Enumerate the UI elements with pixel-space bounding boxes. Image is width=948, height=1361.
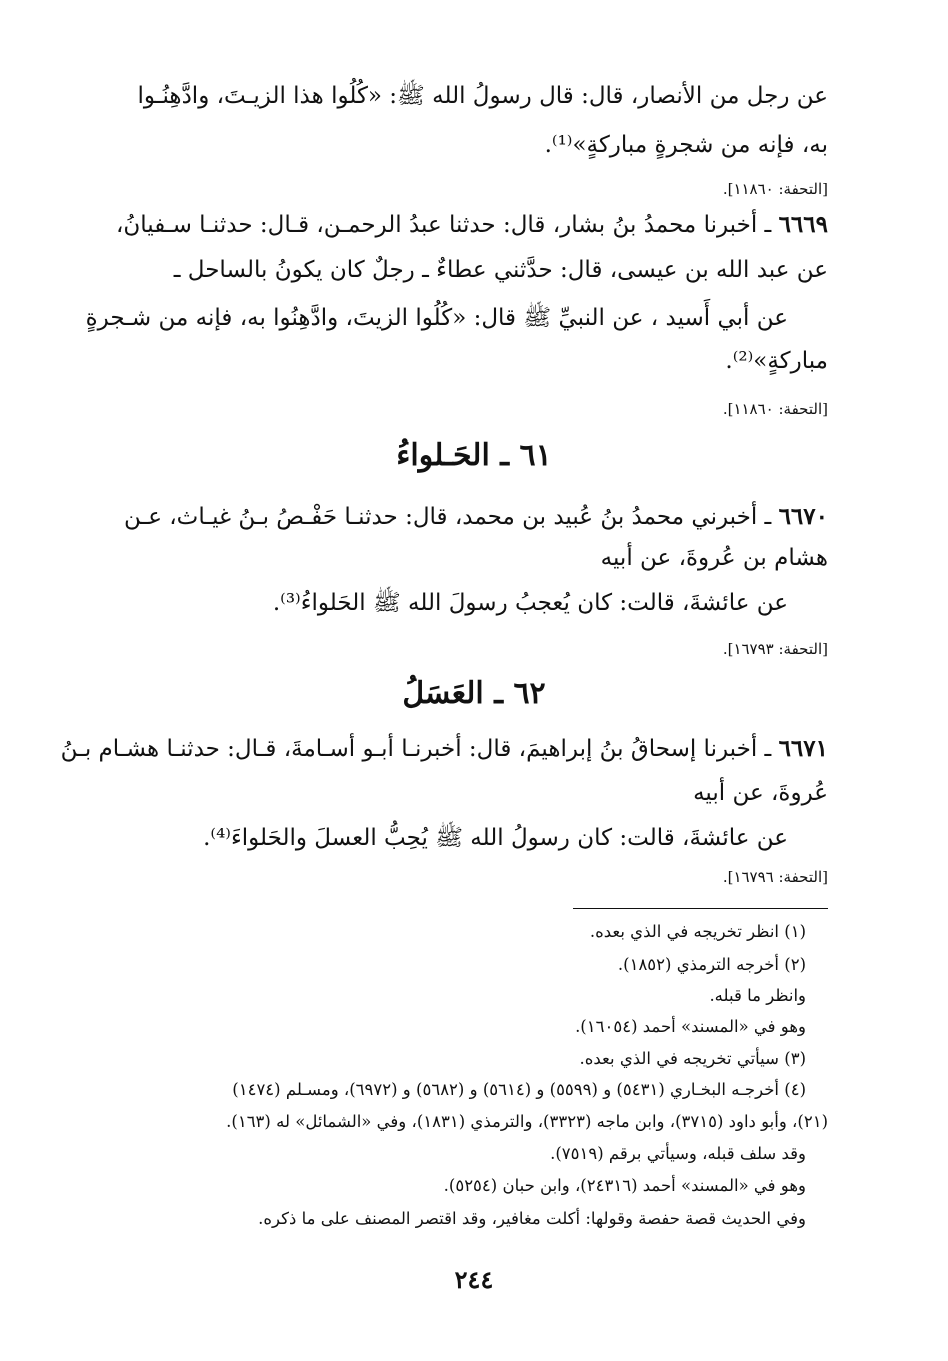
footnote-line: (١) انظر تخريجه في الذي بعده. [589,922,806,941]
section-heading: ٦١ ـ الحَـلواءُ [396,438,552,473]
footnote-line: وفي الحديث قصة حفصة وقولها: أكلت مغافير، وقد اقتصر المصنف على ما ذكره. [258,1209,806,1228]
hadith-number: ٦٦٦٩ [778,211,828,238]
footnote-line: وهو في «المسند» أحمد (١٦٠٥٤). [575,1017,806,1036]
tuhfa-reference: [التحفة: ١٦٧٩٣]. [722,640,828,658]
hadith-line: مباركةٍ»⁽²⁾. [725,348,828,374]
footnote-line: وانظر ما قبله. [709,986,806,1005]
footnote-divider [573,908,828,909]
footnote-line: (٣) سيأتي تخريجه في الذي بعده. [579,1049,806,1068]
footnote-line: وقد سلف قبله، وسيأتي برقم (٧٥١٩). [550,1144,806,1163]
hadith-line: عن رجل من الأنصار، قال: قال رسولُ الله ﷺ: «كُلُوا هذا الزيـتَ، وادَّهِنُـوا [137,83,828,109]
section-heading: ٦٢ ـ العَسَلُ [402,676,546,711]
hadith-line [110,499,828,535]
footnote-line: وهو في «المسند» أحمد (٢٤٣١٦)، وابن حبان (٥٢٥٤). [443,1176,806,1195]
footnote-line: (٢١)، وأبو داود (٣٧١٥)، وابن ماجه (٣٣٢٣)، والترمذي (١٨٣١)، وفي «الشمائل» له (١٦٣). [226,1112,828,1131]
hadith-text: ـ أخبرنا إسحاقُ بنُ إبراهيمَ، قال: أخبرنـا أبـو أسـامةَ، قـال: حدثنـا هشـام بـنُ [60,736,772,762]
hadith-line: عن عائشةَ، قالت: كان رسولُ الله ﷺ يُحِبُّ العسلَ والحَلواءَ⁽⁴⁾. [203,825,788,851]
tuhfa-reference: [التحفة: ١١٨٦٠]. [722,400,828,418]
hadith-line [110,207,828,243]
tuhfa-reference: [التحفة: ١١٨٦٠]. [722,180,828,198]
hadith-line: به، فإنه من شجرةٍ مباركةٍ»⁽¹⁾. [544,132,828,158]
hadith-line: عُروةَ، عن أبيه [693,780,828,806]
hadith-line: عن عائشةَ، قالت: كان يُعجبُ رسولَ الله ﷺ الحَلواءُ⁽³⁾. [272,590,788,616]
hadith-text: ـ أخبرني محمدُ بنُ عُبيد بن محمد، قال: حدثنـا حَفْـصُ بـنُ غيـاث، عـن [123,504,772,530]
page-number: ٢٤٤ [454,1265,494,1294]
hadith-line: هشام بن عُروةَ، عن أبيه [600,545,828,571]
footnote-line: (٢) أخرجه الترمذي (١٨٥٢). [617,955,806,974]
hadith-number: ٦٦٧١ [778,735,828,762]
hadith-line: عن أبي أَسيد ، عن النبيِّ ﷺ قال: «كُلُوا الزيتَ، وادَّهِنُوا به، فإنه من شـجرةٍ [85,305,788,331]
hadith-line [60,731,828,767]
tuhfa-reference: [التحفة: ١٦٧٩٦]. [722,868,828,886]
footnote-line: (٤) أخرجـه البخـاري (٥٤٣١) و (٥٥٩٩) و (٥٦١٤) و (٥٦٨٢) و (٦٩٧٢)، ومسـلم (١٤٧٤) [232,1080,806,1099]
hadith-number: ٦٦٧٠ [778,503,828,530]
hadith-line: عن عبد الله بن عيسى، قال: حدَّثني عطاءٌ ـ رجلٌ كان يكونُ بالساحل ـ [173,257,828,283]
hadith-text: ـ أخبرنا محمدُ بنُ بشار، قال: حدثنا عبدُ الرحمـن، قـال: حدثنـا سـفيانُ، [115,212,772,238]
